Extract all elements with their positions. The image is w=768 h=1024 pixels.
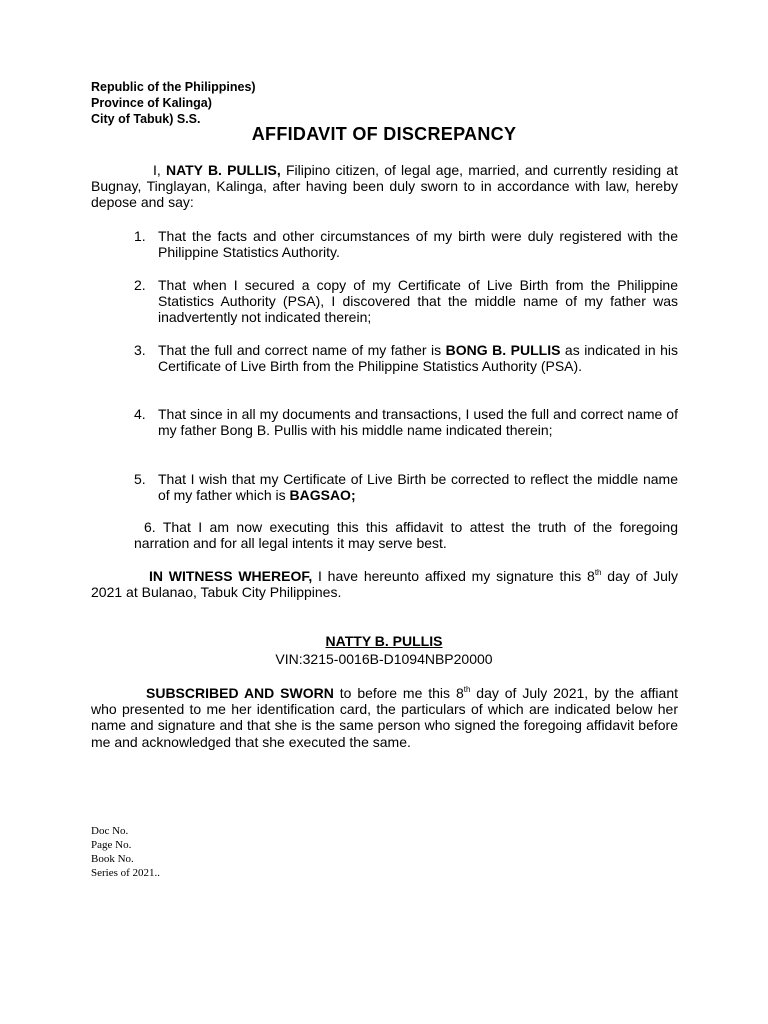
doc-no-label: Doc No.	[91, 825, 129, 837]
document-title: AFFIDAVIT OF DISCREPANCY	[251, 124, 517, 144]
jurat-ordinal: th	[463, 685, 471, 694]
statement-text	[158, 471, 678, 503]
series-label: Series of 2021..	[91, 867, 161, 879]
statement-item	[134, 277, 678, 326]
jurat-text: to before me this 8	[333, 685, 464, 701]
statement-text-part: That I wish that my Certificate of Live Birth be corrected to reflect the middle name of my father which is	[158, 471, 678, 504]
notarial-register	[91, 824, 160, 880]
statement-number: 3.	[134, 342, 146, 358]
statement-number: 2.	[134, 277, 146, 293]
statement-text	[158, 342, 678, 374]
intro-prefix: I,	[153, 162, 166, 178]
witness-heading: IN WITNESS WHEREOF,	[149, 568, 313, 584]
statement-item	[134, 406, 678, 438]
statement-item	[134, 342, 678, 374]
witness-ordinal: th	[594, 568, 602, 577]
intro-text: Filipino citizen, of legal age, married, and currently residing at Bugnay, Tinglayan, Kalinga, after having been duly sworn to in accordance with law, hereby depose and say:	[91, 162, 678, 211]
statement-number: 5.	[134, 471, 146, 487]
statement-text: That since in all my documents and transactions, I used the full and correct name of my father Bong B. Pullis with his middle name indicated therein;	[158, 406, 678, 439]
witness-paragraph	[91, 568, 678, 600]
statement-number: 4.	[134, 406, 146, 422]
jurat-text-end: day of July 2021, by the affiant who presented to me her identification card, the particulars of which are indicated below her name and signature and that she is the same person who signed the foregoing affidavit before me and acknowledged that she executed the same.	[91, 685, 678, 750]
page-no-label: Page No.	[91, 839, 132, 851]
jurat-paragraph	[91, 685, 678, 750]
intro-paragraph	[91, 162, 678, 211]
jurat-heading: SUBSCRIBED AND SWORN	[146, 685, 334, 701]
father-name: BONG B. PULLIS	[445, 342, 561, 358]
signature-name: NATTY B. PULLIS	[325, 633, 443, 649]
affiant-name-inline: NATY B. PULLIS,	[165, 162, 281, 178]
venue-line-province: Province of Kalinga)	[91, 96, 212, 110]
statement-item	[134, 471, 678, 503]
book-no-label: Book No.	[91, 853, 134, 865]
statement-text: That the facts and other circumstances of my birth were duly registered with the Philippine Statistics Authority.	[158, 228, 678, 261]
witness-text-end: day of July 2021 at Bulanao, Tabuk City Philippines.	[91, 568, 678, 601]
statement-text-part: as indicated in his Certificate of Live Birth from the Philippine Statistics Authority (PSA).	[158, 342, 679, 375]
witness-text: I have hereunto affixed my signature this 8	[312, 568, 595, 584]
statement-item	[134, 228, 678, 260]
statement-six: 6. That I am now executing this this affidavit to attest the truth of the foregoing narration and for all legal intents it may serve best.	[134, 519, 678, 552]
voter-id-number: VIN:3215-0016B-D1094NBP20000	[275, 651, 493, 667]
statement-number: 1.	[134, 228, 146, 244]
statement-text: That when I secured a copy of my Certificate of Live Birth from the Philippine Statistics Authority (PSA), I discovered that the middle name of my father was inadvertently not indicated therein;	[158, 277, 678, 326]
venue-block	[91, 79, 256, 127]
venue-line-republic: Republic of the Philippines)	[91, 80, 256, 94]
venue-line-city: City of Tabuk) S.S.	[91, 112, 201, 126]
statement-text-part: That the full and correct name of my father is	[158, 342, 446, 358]
middle-name: BAGSAO;	[289, 487, 356, 504]
